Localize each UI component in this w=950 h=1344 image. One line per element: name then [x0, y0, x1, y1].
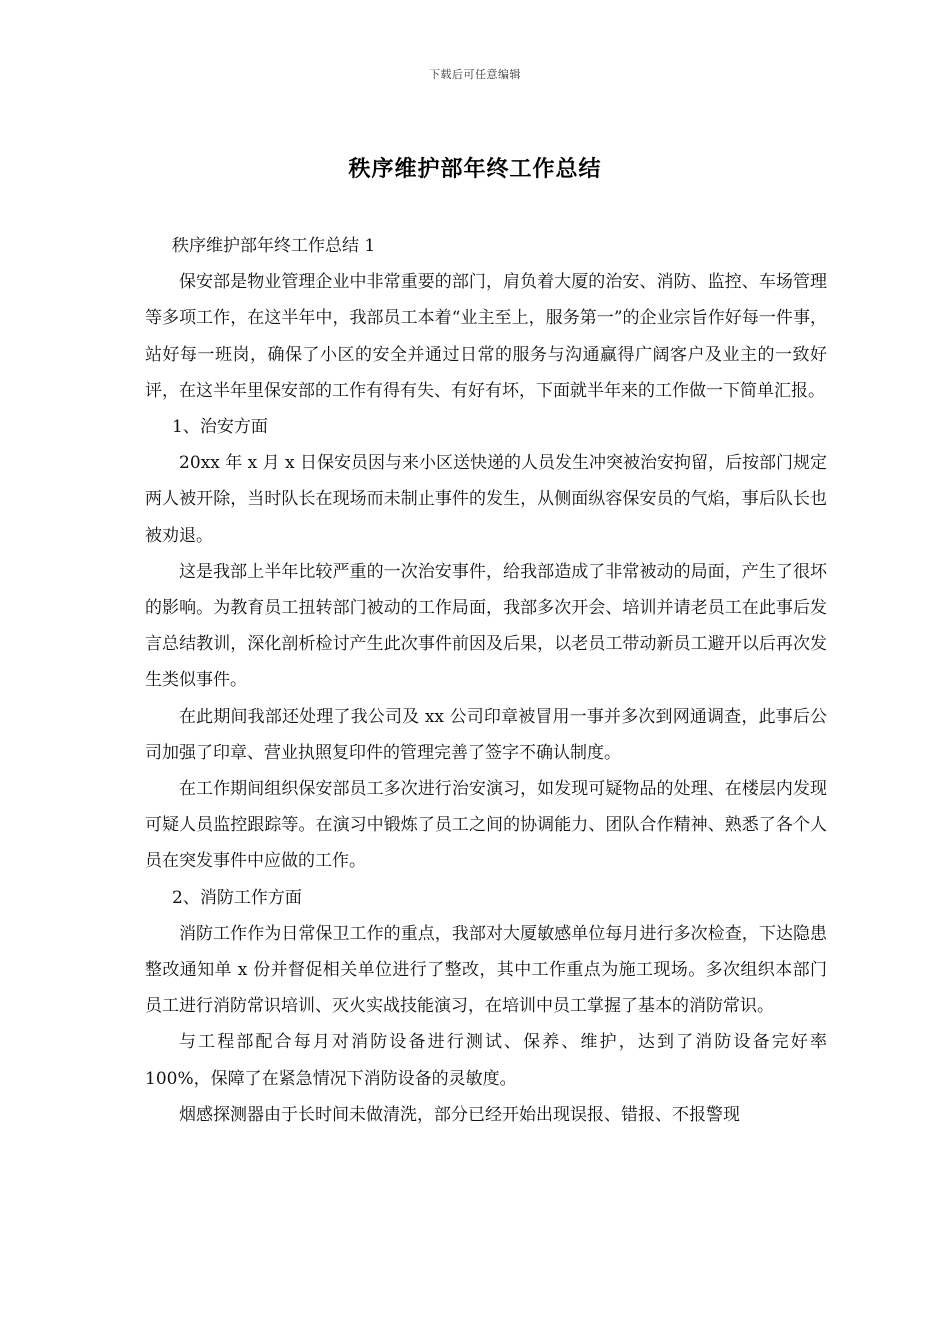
section-heading-security: 1、治安方面: [172, 417, 268, 438]
paragraph: 20xx 年 x 月 x 日保安员因与来小区送快递的人员发生冲突被治安拘留，后按部门规定两人被开除，当时队长在现场而未制止事件的发生，从侧面纵容保安员的气焰，事后队长也被劝退。: [145, 453, 827, 546]
paragraph: 这是我部上半年比较严重的一次治安事件，给我部造成了非常被动的局面，产生了很坏的影响。为教育员工扭转部门被动的工作局面，我部多次开会、培训并请老员工在此事后发言总结教训，深化剖析检讨产生此次事件前因及后果，以老员工带动新员工避开以后再次发生类似事件。: [145, 561, 827, 691]
paragraph: 在此期间我部还处理了我公司及 xx 公司印章被冒用一事并多次到网通调查，此事后公司加强了印章、营业执照复印件的管理完善了签字不确认制度。: [145, 706, 827, 763]
paragraph: 保安部是物业管理企业中非常重要的部门，肩负着大厦的治安、消防、监控、车场管理等多项工作，在这半年中，我部员工本着“业主至上，服务第一”的企业宗旨作好每一件事，站好每一班岗，确保了小区的安全并通过日常的服务与沟通赢得广阔客户及业主的一致好评，在这半年里保安部的工作有得有失、有好有坏，下面就半年来的工作做一下简单汇报。: [145, 272, 827, 401]
paragraph: 在工作期间组织保安部员工多次进行治安演习，如发现可疑物品的处理、在楼层内发现可疑人员监控跟踪等。在演习中锻炼了员工之间的协调能力、团队合作精神、熟悉了各个人员在突发事件中应做的工作。: [145, 779, 827, 872]
document-title: 秩序维护部年终工作总结: [348, 156, 602, 182]
section-heading-fire: 2、消防工作方面: [172, 887, 302, 908]
header-note: 下载后可任意编辑: [429, 68, 521, 81]
document-body: [145, 228, 827, 1133]
section-subtitle: 秩序维护部年终工作总结 1: [172, 236, 376, 256]
paragraph: 与工程部配合每月对消防设备进行测试、保养、维护，达到了消防设备完好率 100%，保障了在紧急情况下消防设备的灵敏度。: [145, 1032, 827, 1089]
paragraph: 烟感探测器由于长时间未做清洗，部分已经开始出现误报、错报、不报警现: [179, 1104, 740, 1125]
paragraph: 消防工作作为日常保卫工作的重点，我部对大厦敏感单位每月进行多次检查，下达隐患整改通知单 x 份并督促相关单位进行了整改，其中工作重点为施工现场。多次组织本部门员工进行消防常识培训、灭火实战技能演习，在培训中员工掌握了基本的消防常识。: [145, 923, 827, 1017]
